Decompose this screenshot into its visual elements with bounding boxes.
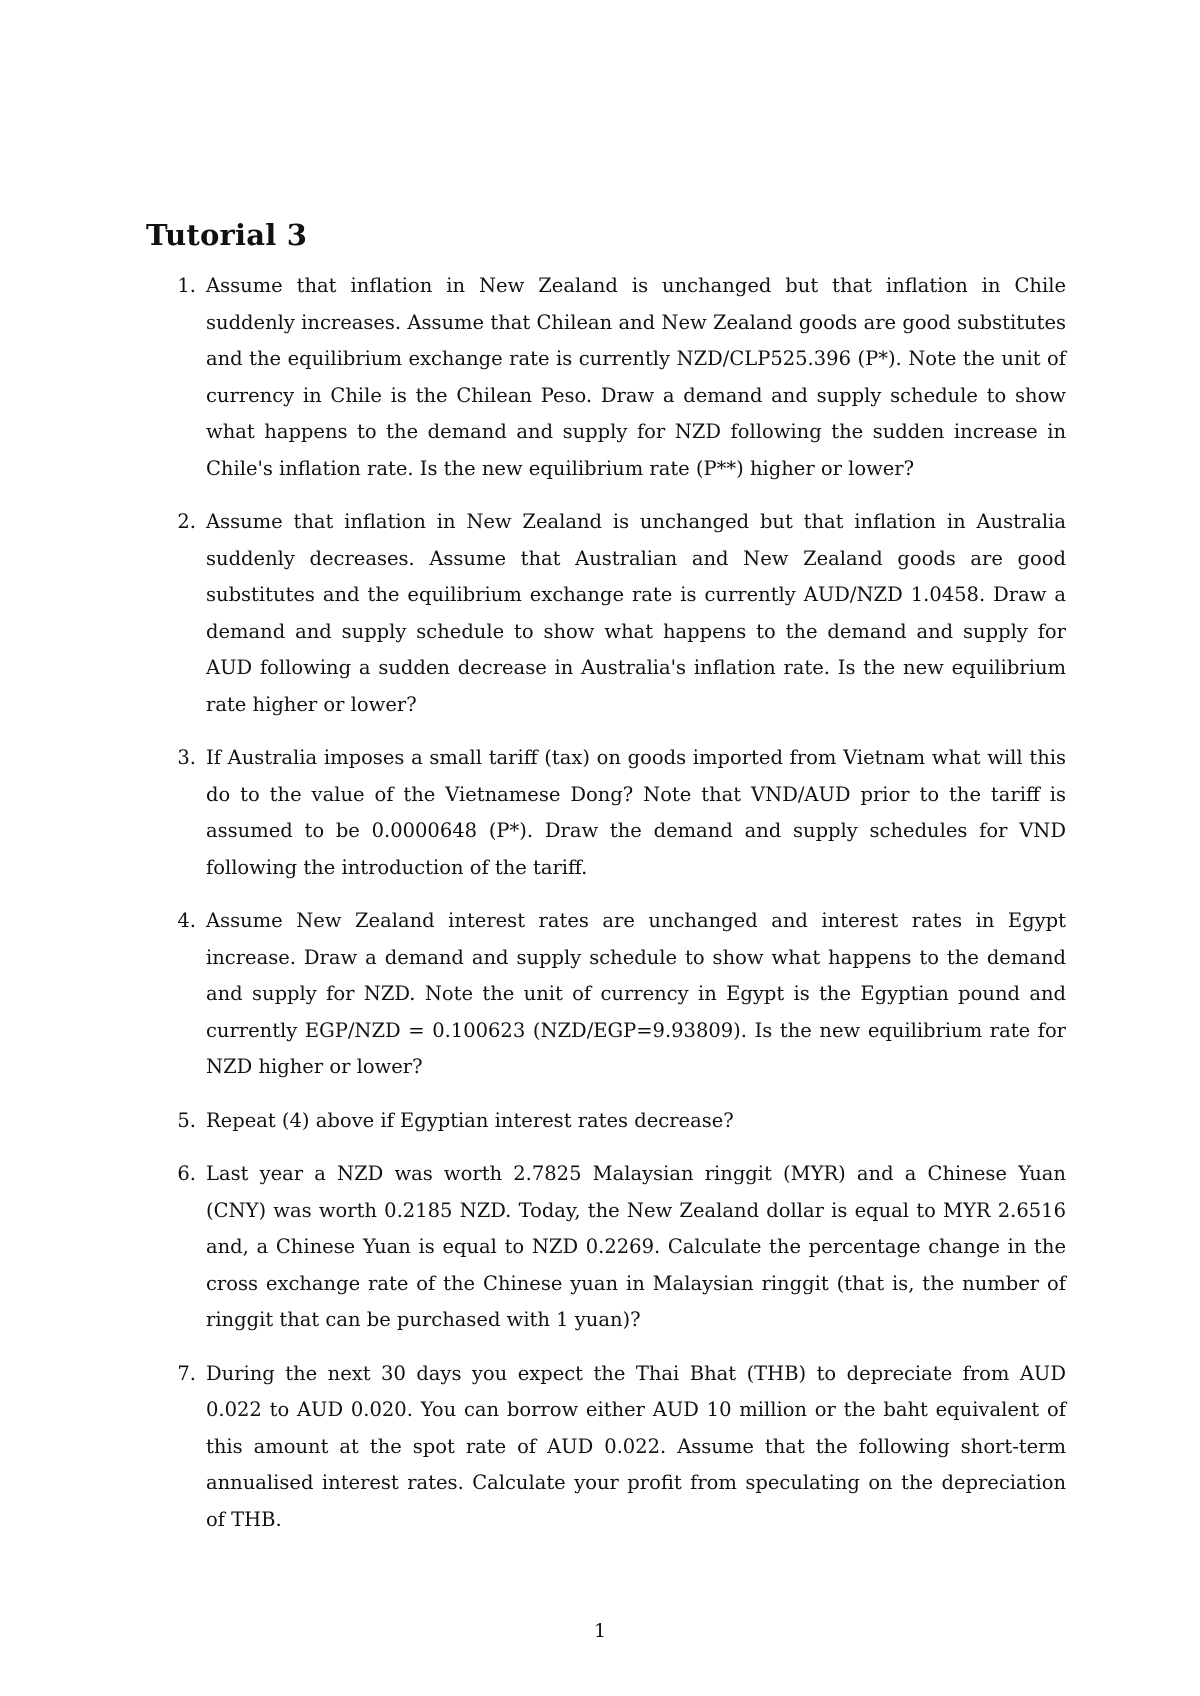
- question-text: Assume that inflation in New Zealand is unchanged but that inflation in Australia suddenly decreases. Assume that Australian and New Zealand goods are good substitutes and the equilibrium exchange rate is currently AUD/NZD 1.0458. Draw a demand and supply schedule to show what happens to the demand and supply for AUD following a sudden decrease in Australia's inflation rate. Is the new equilibrium rate higher or lower?: [206, 510, 1066, 716]
- question-number: 1.: [177, 274, 196, 297]
- question-number: 3.: [177, 746, 196, 769]
- question-item-7: [146, 1356, 1066, 1539]
- question-text: Assume that inflation in New Zealand is unchanged but that inflation in Chile suddenly increases. Assume that Chilean and New Zealand goods are good substitutes and the equilibrium exchange rate is currently NZD/CLP525.396 (P*). Note the unit of currency in Chile is the Chilean Peso. Draw a demand and supply schedule to show what happens to the demand and supply for NZD following the sudden increase in Chile's inflation rate. Is the new equilibrium rate (P**) higher or lower?: [206, 274, 1066, 480]
- question-list: [146, 268, 1066, 1555]
- question-number: 5.: [177, 1108, 196, 1132]
- question-number: 4.: [177, 909, 196, 932]
- question-item-6: [146, 1156, 1066, 1339]
- question-text: Last year a NZD was worth 2.7825 Malaysian ringgit (MYR) and a Chinese Yuan (CNY) was worth 0.2185 NZD. Today, the New Zealand dollar is equal to MYR 2.6516 and, a Chinese Yuan is equal to NZD 0.2269. Calculate the percentage change in the cross exchange rate of the Chinese yuan in Malaysian ringgit (that is, the number of ringgit that can be purchased with 1 yuan)?: [206, 1162, 1066, 1331]
- question-item-2: [146, 504, 1066, 723]
- page-number: 1: [593, 1620, 607, 1642]
- question-text: Repeat (4) above if Egyptian interest rates decrease?: [206, 1108, 734, 1132]
- question-number: 7.: [177, 1361, 196, 1385]
- question-item-5: [146, 1103, 1066, 1140]
- question-number: 6.: [177, 1162, 196, 1185]
- question-text: During the next 30 days you expect the Thai Bhat (THB) to depreciate from AUD 0.022 to AUD 0.020. You can borrow either AUD 10 million or the baht equivalent of this amount at the spot rate of AUD 0.022. Assume that the following short-term annualised interest rates. Calculate your profit from speculating on the depreciation of THB.: [206, 1361, 1066, 1531]
- page-title: Tutorial 3: [146, 218, 308, 252]
- question-item-1: [146, 268, 1066, 487]
- question-text: Assume New Zealand interest rates are unchanged and interest rates in Egypt increase. Draw a demand and supply schedule to show what happens to the demand and supply for NZD. Note the unit of currency in Egypt is the Egyptian pound and currently EGP/NZD = 0.100623 (NZD/EGP=9.93809). Is the new equilibrium rate for NZD higher or lower?: [206, 909, 1066, 1078]
- question-item-4: [146, 903, 1066, 1086]
- question-number: 2.: [177, 510, 196, 533]
- question-text: If Australia imposes a small tariff (tax) on goods imported from Vietnam what will this do to the value of the Vietnamese Dong? Note that VND/AUD prior to the tariff is assumed to be 0.0000648 (P*). Draw the demand and supply schedules for VND following the introduction of the tariff.: [206, 746, 1066, 879]
- question-item-3: [146, 740, 1066, 886]
